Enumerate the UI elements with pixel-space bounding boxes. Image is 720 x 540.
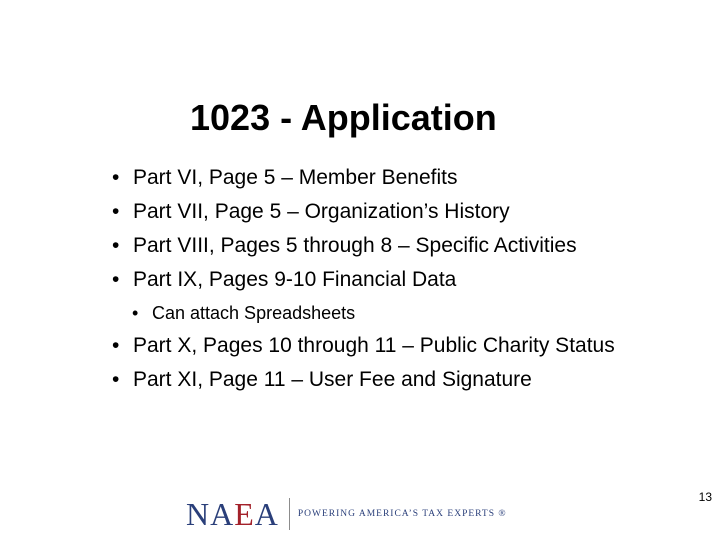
bullet-item <box>112 195 615 229</box>
slide-number: 13 <box>698 490 712 504</box>
logo-letters-end: A <box>254 496 279 532</box>
bullet-dot: • <box>112 166 120 189</box>
logo-letters: NA <box>186 496 235 532</box>
naea-logo <box>186 494 507 534</box>
bullet-dot: • <box>132 303 139 323</box>
naea-wordmark <box>186 494 279 534</box>
bullet-list <box>112 161 615 397</box>
bullet-dot: • <box>112 368 120 391</box>
slide-title: 1023 - Application <box>190 97 497 138</box>
logo-tagline: POWERING AMERICA’S TAX EXPERTS ® <box>297 509 507 519</box>
bullet-text: Part VI, Page 5 – Member Benefits <box>133 166 458 189</box>
bullet-item <box>112 263 615 297</box>
bullet-item <box>112 161 615 195</box>
bullet-text: Part VII, Page 5 – Organization’s History <box>133 200 510 223</box>
sub-bullet-item <box>132 297 615 329</box>
bullet-text: Part X, Pages 10 through 11 – Public Charity Status <box>133 334 615 357</box>
bullet-item <box>112 229 615 263</box>
bullet-text: Can attach Spreadsheets <box>152 303 356 323</box>
logo-divider <box>289 498 290 530</box>
bullet-text: Part VIII, Pages 5 through 8 – Specific Activities <box>133 234 577 257</box>
bullet-text: Part IX, Pages 9-10 Financial Data <box>133 268 457 291</box>
bullet-item <box>112 329 615 363</box>
bullet-item <box>112 363 615 397</box>
bullet-dot: • <box>112 268 120 291</box>
logo-accent-letter: E <box>234 496 255 532</box>
bullet-dot: • <box>112 334 120 357</box>
bullet-text: Part XI, Page 11 – User Fee and Signature <box>133 368 532 391</box>
bullet-dot: • <box>112 234 120 257</box>
bullet-dot: • <box>112 200 120 223</box>
